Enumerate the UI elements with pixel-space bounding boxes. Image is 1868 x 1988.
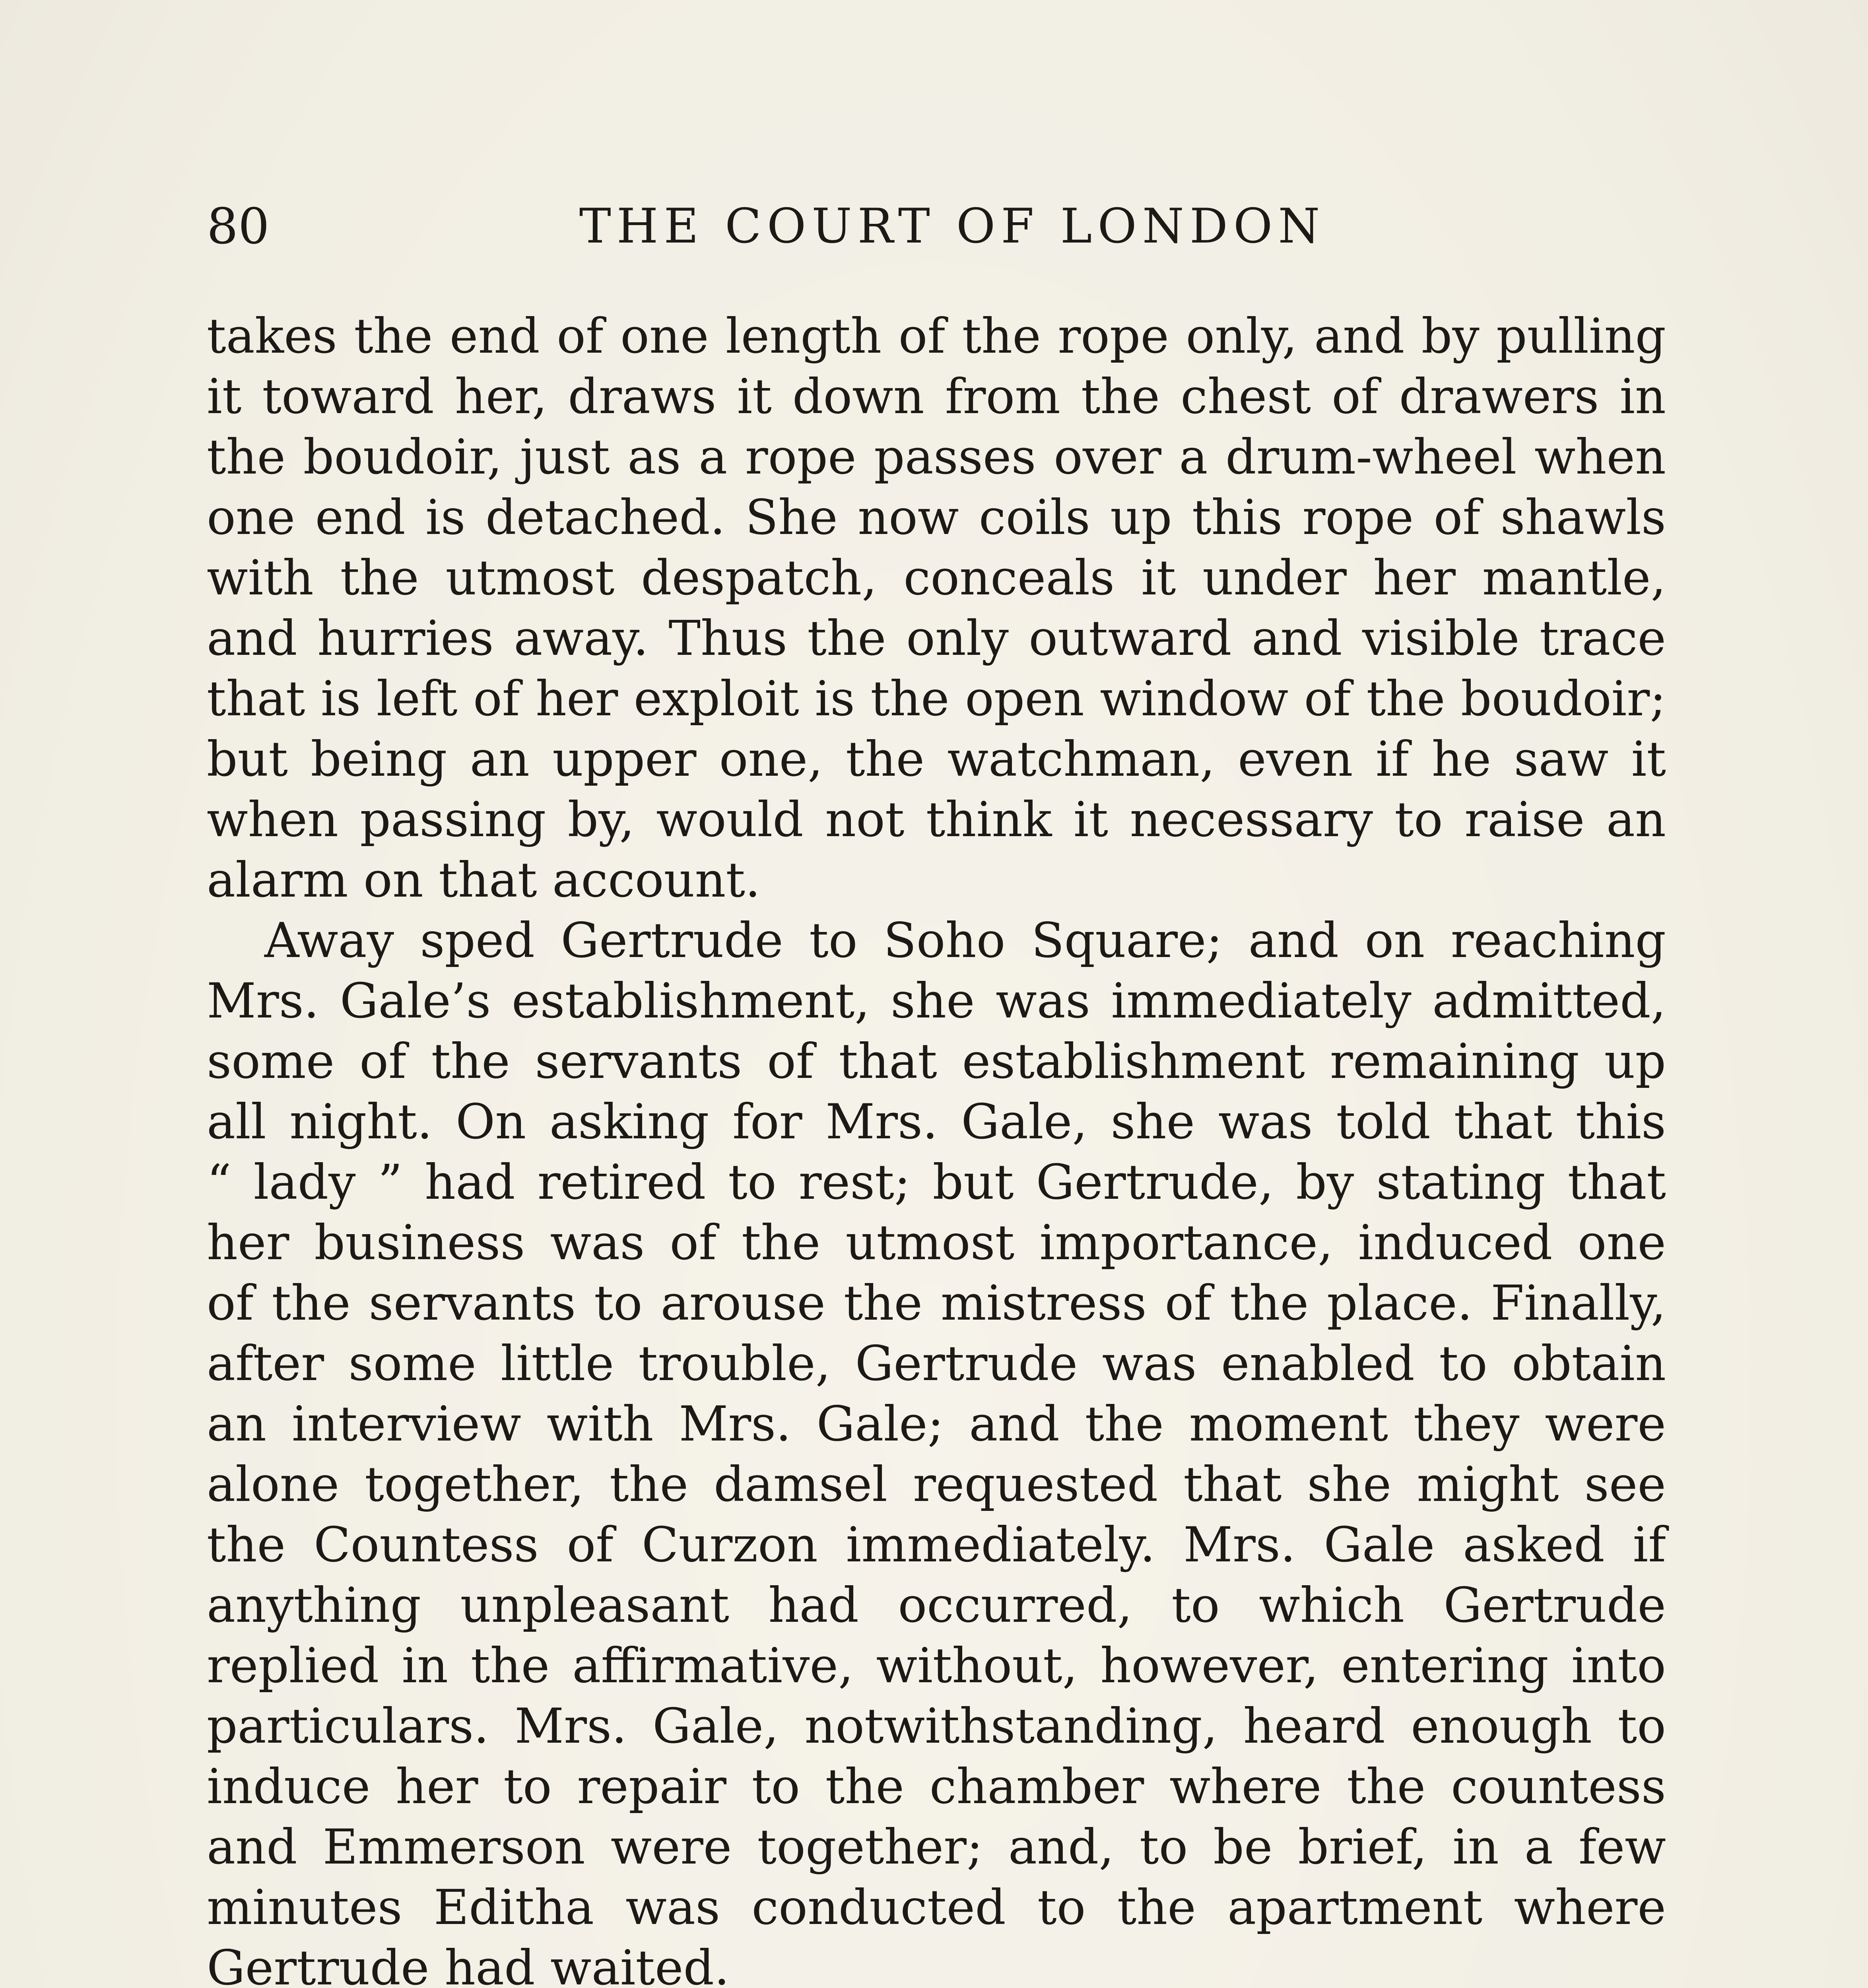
- text-line: “ lady ” had retired to rest; but Gertrude, by stating that: [207, 1154, 1666, 1210]
- text-line: and Emmerson were together; and, to be brief, in a few: [207, 1819, 1666, 1875]
- text-line: minutes Editha was conducted to the apartment where: [207, 1879, 1666, 1936]
- text-line: after some little trouble, Gertrude was enabled to obtain: [207, 1336, 1666, 1392]
- text-line: alone together, the damsel requested that she might see: [207, 1456, 1666, 1512]
- text-line: her business was of the utmost importance, induced one: [207, 1215, 1666, 1271]
- body-text: [207, 306, 1666, 1988]
- running-head: THE COURT OF LONDON: [579, 199, 1326, 254]
- text-line: replied in the affirmative, without, however, entering into: [207, 1638, 1666, 1694]
- text-line: anything unpleasant had occurred, to which Gertrude: [207, 1577, 1666, 1633]
- text-line: Mrs. Gale’s establishment, she was immediately admitted,: [207, 973, 1666, 1029]
- text-line: and hurries away. Thus the only outward and visible trace: [207, 610, 1666, 666]
- page-header: [207, 187, 1666, 266]
- text-line: some of the servants of that establishment remaining up: [207, 1033, 1666, 1089]
- text-line: one end is detached. She now coils up this rope of shawls: [207, 489, 1666, 546]
- paragraph: [207, 911, 1666, 1988]
- text-line: with the utmost despatch, conceals it under her mantle,: [207, 550, 1666, 606]
- text-line: an interview with Mrs. Gale; and the moment they were: [207, 1396, 1666, 1452]
- text-line: Away sped Gertrude to Soho Square; and on reaching: [264, 912, 1666, 969]
- text-line: particulars. Mrs. Gale, notwithstanding, heard enough to: [207, 1698, 1666, 1754]
- text-line: the Countess of Curzon immediately. Mrs. Gale asked if: [207, 1517, 1666, 1573]
- text-line: takes the end of one length of the rope only, and by pulling: [207, 308, 1666, 364]
- text-line: but being an upper one, the watchman, even if he saw it: [207, 731, 1666, 787]
- text-line: that is left of her exploit is the open window of the boudoir;: [207, 671, 1666, 727]
- text-line: induce her to repair to the chamber where the countess: [207, 1759, 1666, 1815]
- text-line: Gertrude had waited.: [207, 1940, 730, 1988]
- text-line: the boudoir, just as a rope passes over a drum-wheel when: [207, 429, 1666, 485]
- text-line: when passing by, would not think it necessary to raise an: [207, 792, 1666, 848]
- text-line: all night. On asking for Mrs. Gale, she was told that this: [207, 1094, 1666, 1150]
- text-line: alarm on that account.: [207, 852, 761, 908]
- text-line: of the servants to arouse the mistress of the place. Finally,: [207, 1275, 1666, 1331]
- paragraph: [207, 306, 1666, 911]
- text-line: it toward her, draws it down from the chest of drawers in: [207, 369, 1666, 425]
- page-number: 80: [207, 198, 270, 255]
